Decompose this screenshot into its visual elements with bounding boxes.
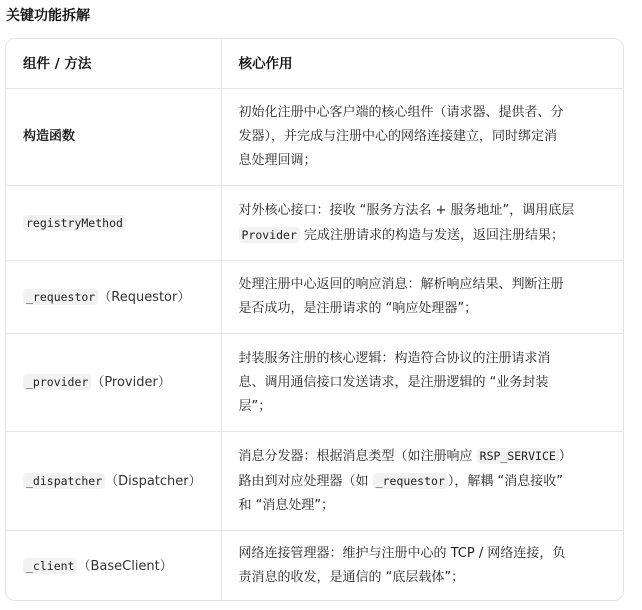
desc-line: 对外核心接口：接收 “服务方法名 + 服务地址”，调用底层 (238, 202, 575, 218)
inline-code: Provider (239, 227, 300, 243)
component-name: 构造函数 (23, 129, 76, 144)
component-class: （BaseClient） (77, 558, 173, 574)
table-row (6, 334, 623, 432)
row-name-cell (6, 261, 221, 334)
header-component: 组件 / 方法 (6, 39, 221, 89)
desc-line: 责消息的收发，是通信的 “底层载体”； (238, 570, 465, 586)
component-code: _requestor (23, 289, 98, 305)
component-code: registryMethod (23, 215, 126, 231)
function-table (5, 38, 624, 601)
row-name-cell (6, 432, 221, 531)
table-header-row (6, 39, 623, 89)
desc-line: 和 “消息处理”； (238, 498, 335, 513)
desc-line: 息、调用通信接口发送请求，是注册逻辑的 “业务封装 (238, 374, 549, 390)
component-class: （Provider） (91, 375, 171, 390)
desc-line: 层”； (238, 398, 272, 414)
table-row (6, 186, 623, 261)
header-role: 核心作用 (221, 39, 623, 89)
component-code: _provider (23, 374, 91, 390)
row-desc-cell (221, 186, 623, 261)
desc-text: 路由到对应处理器（如 (238, 474, 373, 489)
desc-line: 封装服务注册的核心逻辑：构造符合协议的注册请求消 (238, 350, 551, 366)
inline-code: _requestor (373, 473, 448, 489)
row-name-cell (6, 531, 221, 602)
row-desc-cell (221, 531, 623, 602)
table-row (6, 531, 623, 602)
section-title: 关键功能拆解 (6, 8, 90, 24)
desc-text: ），解耦 “消息接收” (447, 474, 563, 489)
row-desc-cell (221, 89, 623, 186)
desc-line: 初始化注册中心客户端的核心组件（请求器、提供者、分 (238, 105, 564, 120)
row-desc-cell (221, 432, 623, 531)
row-name-cell (6, 89, 221, 186)
component-code: _client (23, 558, 77, 574)
component-class: （Requestor） (98, 289, 191, 305)
row-name-cell (6, 334, 221, 432)
desc-line: 网络连接管理器：维护与注册中心的 TCP / 网络连接，负 (238, 546, 566, 562)
desc-text: ） (558, 449, 572, 464)
table-row (6, 261, 623, 334)
table-row (6, 89, 623, 186)
desc-text: 完成注册请求的构造与发送，返回注册结果； (299, 227, 565, 243)
row-desc-cell (221, 334, 623, 432)
desc-text: 消息分发器：根据消息类型（如注册响应 (238, 449, 477, 464)
inline-code: RSP_SERVICE (477, 448, 559, 464)
component-code: _dispatcher (23, 473, 105, 489)
desc-line: 是否成功，是注册请求的 “响应处理器”； (238, 301, 478, 316)
desc-line: 处理注册中心返回的响应消息：解析响应结果、判断注册 (238, 277, 564, 292)
row-desc-cell (221, 261, 623, 334)
row-name-cell (6, 186, 221, 261)
desc-line: 息处理回调； (238, 153, 317, 168)
table-row (6, 432, 623, 531)
component-class: （Dispatcher） (105, 473, 202, 489)
desc-line: 发器），并完成与注册中心的网络连接建立，同时绑定消 (238, 129, 558, 144)
